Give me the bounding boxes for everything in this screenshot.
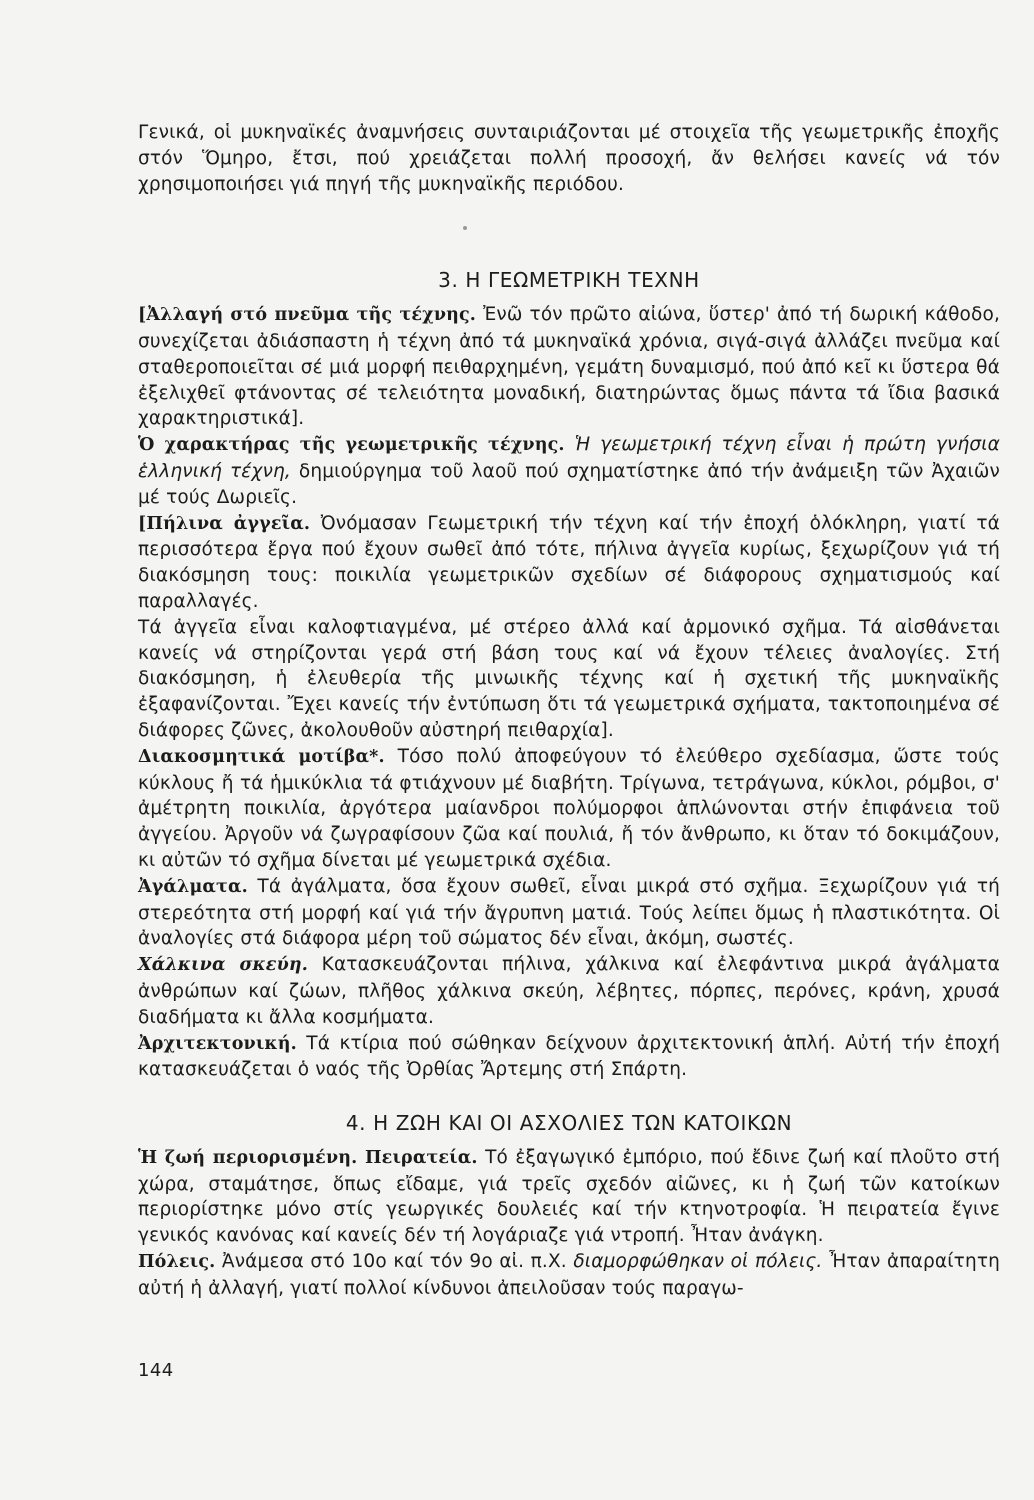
paragraph-lead: Ἡ ζωή περιορισμένη. Πειρατεία. <box>138 1147 478 1168</box>
intro-paragraph: Γενικά, οἱ μυκηναϊκές ἀναμνήσεις συνταιριάζονται μέ στοιχεῖα τῆς γεωμετρικῆς ἐποχῆς στόν Ὅμηρο, ἔτσι, πού χρειάζεται πολλή προσοχή, ἄν θελήσει κανείς νά τόν χρησιμοποιήσει γιά πηγή τῆς μυκηναϊκῆς περιόδου. <box>138 122 1000 195</box>
paragraph-lead: Ἀγάλματα. <box>138 876 248 897</box>
paragraph-clay-vessels <box>138 511 1000 615</box>
section-3-heading: 3. Η ΓΕΩΜΕΤΡΙΚΗ ΤΕΧΝΗ <box>438 268 700 293</box>
paragraph-character <box>138 432 1000 510</box>
paragraph-bronze-vessels <box>138 952 1000 1030</box>
paragraph-cities <box>138 1249 1000 1302</box>
paragraph-text: Κατασκευάζονται πήλινα, χάλκινα καί ἐλεφάντινα μικρά ἀγάλματα ἀνθρώπων καί ζώων, πλῆθος χάλκινα σκεύη, λέβητες, πόρπες, περόνες, κράνη, χρυσά διαδήματα κι ἄλλα κοσμήματα. <box>138 954 1000 1028</box>
paragraph-text: δημιούργημα τοῦ λαοῦ πού σχηματίστηκε ἀπό τήν ἀνάμειξη τῶν Ἀχαιῶν μέ τούς Δωριεῖς. <box>138 460 1000 508</box>
paragraph-text: Τό ἐξαγωγικό ἐμπόριο, πού ἔδινε ζωή καί πλοῦτο στή χώρα, σταμάτησε, ὅπως εἴδαμε, γιά τρεῖς σχεδόν αἰῶνες, κι ἡ ζωή τῶν κατοίκων περιορίστηκε μόνο στίς γεωργικές δουλειές καί τήν κτηνοτροφία. Ἡ πειρατεία ἔγινε γενικός κανόνας καί κανείς δέν τή λογάριαζε γιά ντροπή. Ἦταν ἀνάγκη. <box>138 1146 1000 1247</box>
paragraph-text: Τά ἀγάλματα, ὅσα ἔχουν σωθεῖ, εἶναι μικρά στό σχῆμα. Ξεχωρίζουν γιά τή στερεότητα στή μορφή καί γιά τήν ἄγρυπνη ματιά. Τούς λείπει ὅμως ἡ πλαστικότητα. Οἱ ἀναλογίες στά διάφορα μέρη τοῦ σώματος δέν εἶναι, ἀκόμη, σωστές. <box>138 875 1000 950</box>
paragraph-lead: [Πήλινα ἀγγεῖα. <box>138 513 311 534</box>
paragraph-decorative-motifs <box>138 744 1000 874</box>
paragraph-text: Τά κτίρια πού σώθηκαν δείχνουν ἀρχιτεκτονική ἁπλή. Αὐτή τήν ἐποχή κατασκευάζεται ὁ ναός τῆς Ὀρθίας Ἄρτεμης στή Σπάρτη. <box>138 1032 1000 1081</box>
paragraph-text: Τόσο πολύ ἀποφεύγουν τό ἐλεύθερο σχεδίασμα, ὥστε τούς κύκλους ἤ τά ἡμικύκλια τά φτιάχνουν μέ διαβήτη. Τρίγωνα, τετράγωνα, κύκλοι, ρόμβοι, σ' ἀμέτρητη ποικιλία, ἀργότερα μαίανδροι πολύμορφοι ἁπλώνονται στήν ἐπιφάνεια τοῦ ἀγγείου. Ἀργοῦν νά ζωγραφίσουν ζῶα καί πουλιά, ἤ τόν ἄνθρωπο, κι ὅταν τό δοκιμάζουν, κι αὐτῶν τό σχῆμα δίνεται μέ γεωμετρικά σχέδια. <box>138 745 1000 871</box>
paragraph-text: Ἐνῶ τόν πρῶτο αἰώνα, ὕστερ' ἀπό τή δωρική κάθοδο, συνεχίζεται ἀδιάσπαστη ἡ τέχνη ἀπό τά μυκηναϊκά χρόνια, σιγά-σιγά ἀλλάζει πνεῦμα καί σταθεροποιεῖται σέ μιά μορφή πειθαρχημένη, γεμάτη δυναμισμό, πού ἀπό κεῖ κι ὕστερα θά ἐξελιχθεῖ φτάνοντας σέ τελειότητα μοναδική, διατηρώντας ὅμως πάντα τά ἴδια βασικά χαρακτηριστικά]. <box>138 304 1000 430</box>
paragraph-emphasis: Ἡ γεωμετρική τέχνη εἶναι ἡ πρώτη γνήσια ἑλληνική τέχνη, <box>138 434 1000 482</box>
section-4-heading: 4. Η ΖΩΗ ΚΑΙ ΟΙ ΑΣΧΟΛΙΕΣ ΤΩΝ ΚΑΤΟΙΚΩΝ <box>345 1111 793 1136</box>
paragraph-statues <box>138 874 1000 952</box>
paragraph-vessels-shape: Τά ἀγγεῖα εἶναι καλοφτιαγμένα, μέ στέρεο ἀλλά καί ἁρμονικό σχῆμα. Τά αἰσθάνεται κανείς νά στηρίζονται γερά στή βάση τους καί νά ἔχουν τέλειες ἀναλογίες. Στή διακόσμηση, ἡ ἐλευθερία τῆς μινωικῆς τέχνης καί ἡ σχετική τῆς μυκηναϊκῆς ἐξαφανίζονται. Ἔχει κανείς τήν ἐντύπωση ὅτι τά γεωμετρικά σχήματα, τακτοποιημένα σέ διάφορες ζῶνες, ἀκολουθοῦν αὐστηρή πειθαρχία]. <box>138 616 1000 741</box>
page-body <box>138 120 1000 1302</box>
paragraph-architecture <box>138 1031 1000 1084</box>
page-number: 144 <box>138 1360 174 1381</box>
paragraph-emphasis: διαμορφώθηκαν οἱ πόλεις. <box>573 1251 823 1273</box>
paragraph-lead: Πόλεις. <box>138 1252 216 1273</box>
paragraph-lead: Ἀρχιτεκτονική. <box>138 1033 297 1054</box>
paragraph-lead: Διακοσμητικά μοτίβα*. <box>138 746 385 767</box>
paragraph-lead: Χάλκινα σκεύη. <box>138 955 308 976</box>
paragraph-text: Ἀνάμεσα στό 10ο καί τόν 9ο αἰ. π.Χ. <box>215 1251 574 1273</box>
paragraph-text: Ὀνόμασαν Γεωμετρική τήν τέχνη καί τήν ἐποχή ὁλόκληρη, γιατί τά περισσότερα ἔργα πού ἔχουν σωθεῖ ἀπό τότε, πήλινα ἀγγεῖα κυρίως, ξεχωρίζουν γιά τή διακόσμηση τους: ποικιλία γεωμετρικῶν σχεδίων σέ διάφορους σχηματισμούς καί παραλλαγές. <box>138 512 1000 612</box>
paragraph-lead: Ὁ χαρακτήρας τῆς γεωμετρικῆς τέχνης. <box>138 435 565 456</box>
paragraph-limited-life <box>138 1145 1000 1249</box>
paragraph-change-of-spirit <box>138 302 1000 432</box>
paragraph-text: Ἦταν ἀπαραίτητη αὐτή ἡ ἀλλαγή, γιατί πολλοί κίνδυνοι ἀπειλοῦσαν τούς παραγω- <box>138 1251 1000 1299</box>
paragraph-lead: [Ἀλλαγή στό πνεῦμα τῆς τέχνης. <box>138 305 477 326</box>
